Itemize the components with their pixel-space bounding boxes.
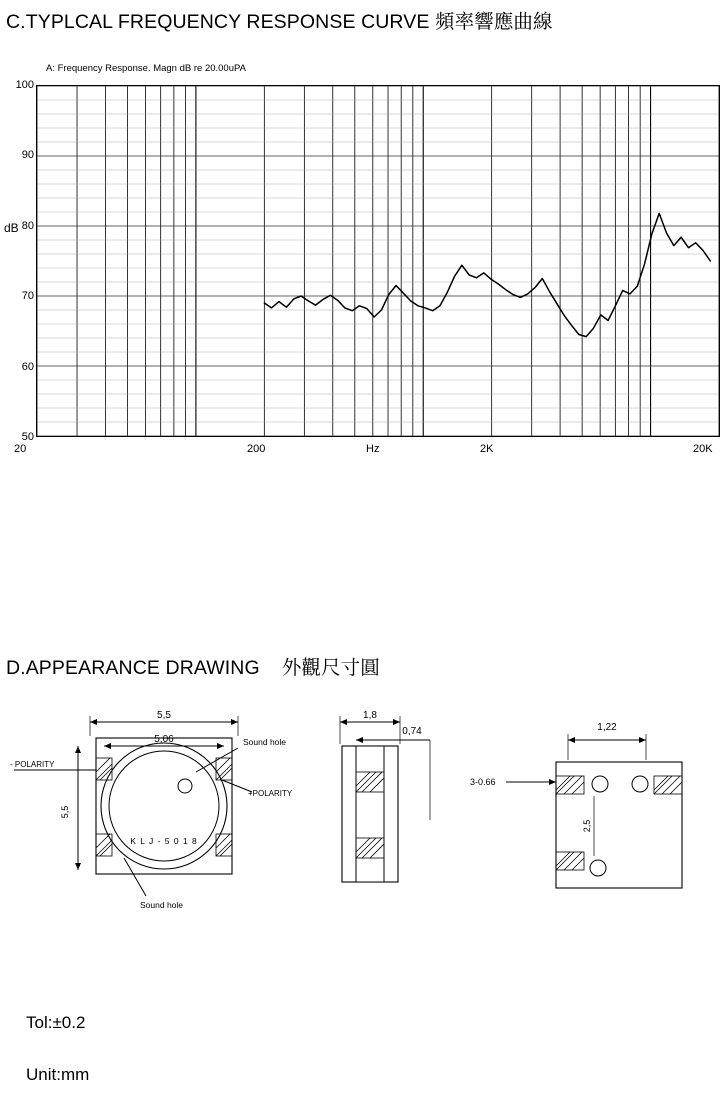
section-c-title-zh: 頻率響應曲線 (435, 10, 553, 33)
frequency-response-chart (0, 55, 726, 475)
side-inner-thickness-label: 0,74 (402, 726, 422, 737)
y-tick-50: 50 (21, 431, 34, 443)
section-d-title (6, 652, 380, 680)
bottom-view (506, 734, 682, 888)
x-tick-20k: 20K (693, 443, 713, 455)
y-tick-90: 90 (21, 149, 34, 162)
x-tick-20: 20 (14, 443, 27, 455)
y-tick-100: 100 (15, 79, 34, 91)
bottom-width-label: 1,22 (597, 722, 617, 733)
chart-svg (37, 86, 719, 436)
front-width-outer-label: 5,5 (157, 710, 171, 721)
chart-x-axis (0, 443, 726, 463)
side-thickness-label: 1,8 (363, 710, 377, 721)
chart-plot-area (36, 85, 720, 437)
front-height-label: 5,5 (60, 805, 70, 819)
response-trace (264, 213, 710, 336)
model-label: K L J - 5 0 1 8 (130, 836, 198, 846)
y-tick-70: 70 (21, 290, 34, 303)
chart-caption: A: Frequency Response. Magn dB re 20.00uPA (46, 63, 246, 74)
chart-horizontal-gridlines (37, 86, 719, 436)
chart-y-axis-label: dB (4, 221, 19, 235)
y-tick-80: 80 (21, 219, 34, 232)
side-view (340, 716, 430, 882)
sound-hole-top-label: Sound hole (243, 737, 287, 747)
tolerance-note: Tol:±0.2 (26, 1013, 86, 1032)
x-tick-2k: 2K (480, 443, 494, 455)
bottom-pitch-label: 2,5 (582, 819, 592, 833)
chart-y-axis (0, 79, 34, 443)
section-c-title (6, 6, 553, 34)
negative-polarity-label: - POLARITY (10, 760, 55, 769)
front-view (14, 716, 252, 896)
unit-note: Unit:mm (26, 1065, 90, 1084)
positive-polarity-label: +POLARITY (248, 789, 293, 798)
section-d-title-zh: 外觀尺寸圓 (281, 656, 380, 679)
front-width-inner-label: 5,06 (154, 734, 174, 745)
x-tick-200: 200 (247, 443, 266, 455)
sound-hole-bottom-label: Sound hole (140, 900, 184, 910)
section-d-title-en: D.APPEARANCE DRAWING (6, 657, 260, 679)
chart-x-axis-label: Hz (366, 443, 380, 455)
bottom-pad-note-label: 3-0.66 (470, 777, 496, 787)
section-c-title-en: C.TYPLCAL FREQUENCY RESPONSE CURVE (6, 11, 430, 33)
appearance-drawings (0, 700, 726, 950)
y-tick-60: 60 (21, 360, 34, 373)
drawings-svg (0, 700, 726, 950)
chart-vertical-gridlines (37, 86, 719, 436)
